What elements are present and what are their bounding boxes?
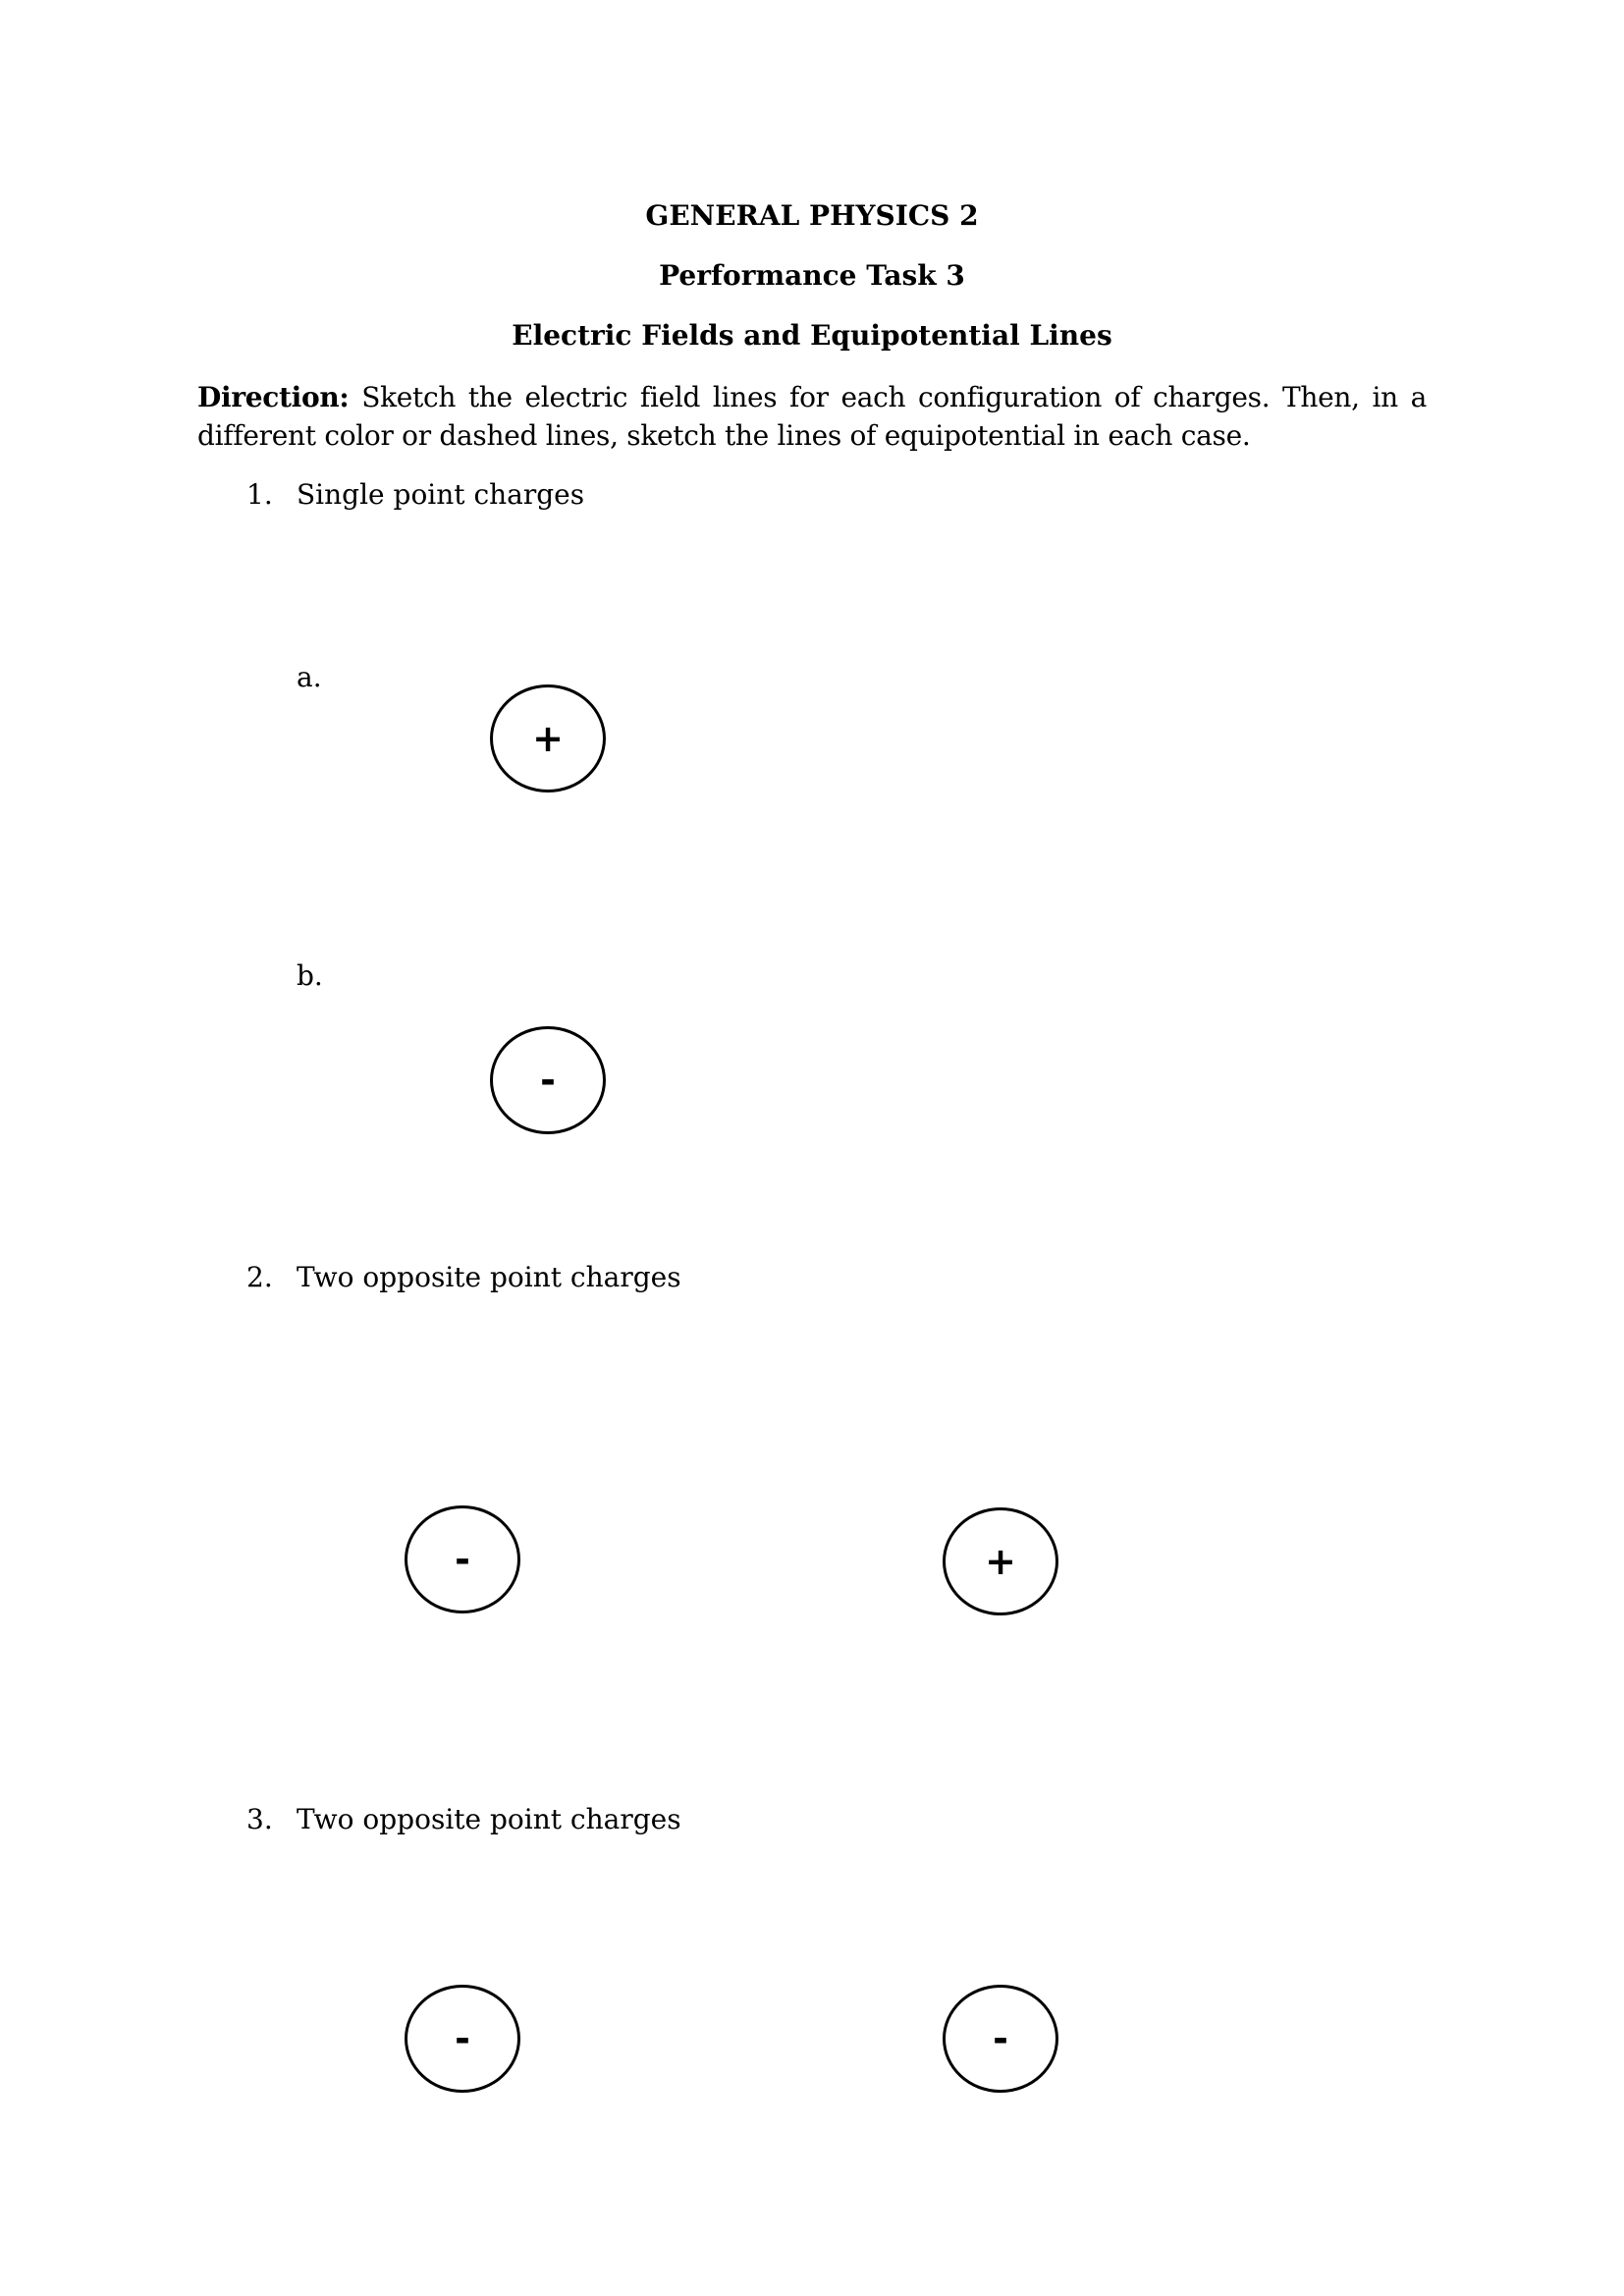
direction-paragraph: [197, 378, 1427, 455]
item-1a-label: a.: [297, 661, 322, 693]
item-3-title: Two opposite point charges: [297, 1803, 681, 1835]
negative-charge: [405, 1505, 520, 1613]
charge-sign: -: [455, 1538, 470, 1581]
charge-sign: +: [532, 717, 564, 760]
charge-sign: +: [985, 1540, 1016, 1583]
charge-sign: -: [993, 2017, 1008, 2060]
direction-text: Sketch the electric field lines for each configuration of charges. Then, in a different color or dashed lines, sketch the lines of equipotential in each case.: [197, 381, 1427, 452]
charge-sign: -: [540, 1059, 556, 1102]
topic-title: Electric Fields and Equipotential Lines: [512, 319, 1112, 352]
item-2-number: 2.: [246, 1261, 273, 1293]
positive-charge: [490, 684, 606, 793]
charge-sign: -: [455, 2017, 470, 2060]
negative-charge: [490, 1026, 606, 1134]
item-1-number: 1.: [246, 478, 273, 511]
item-1-title: Single point charges: [297, 478, 585, 511]
course-title: GENERAL PHYSICS 2: [645, 199, 979, 232]
item-2-title: Two opposite point charges: [297, 1261, 681, 1293]
item-3-number: 3.: [246, 1803, 273, 1835]
negative-charge: [405, 1985, 520, 2093]
item-1b-label: b.: [297, 959, 323, 992]
negative-charge: [943, 1985, 1058, 2093]
positive-charge: [943, 1507, 1058, 1615]
task-title: Performance Task 3: [659, 259, 965, 292]
direction-label: Direction:: [197, 381, 350, 413]
